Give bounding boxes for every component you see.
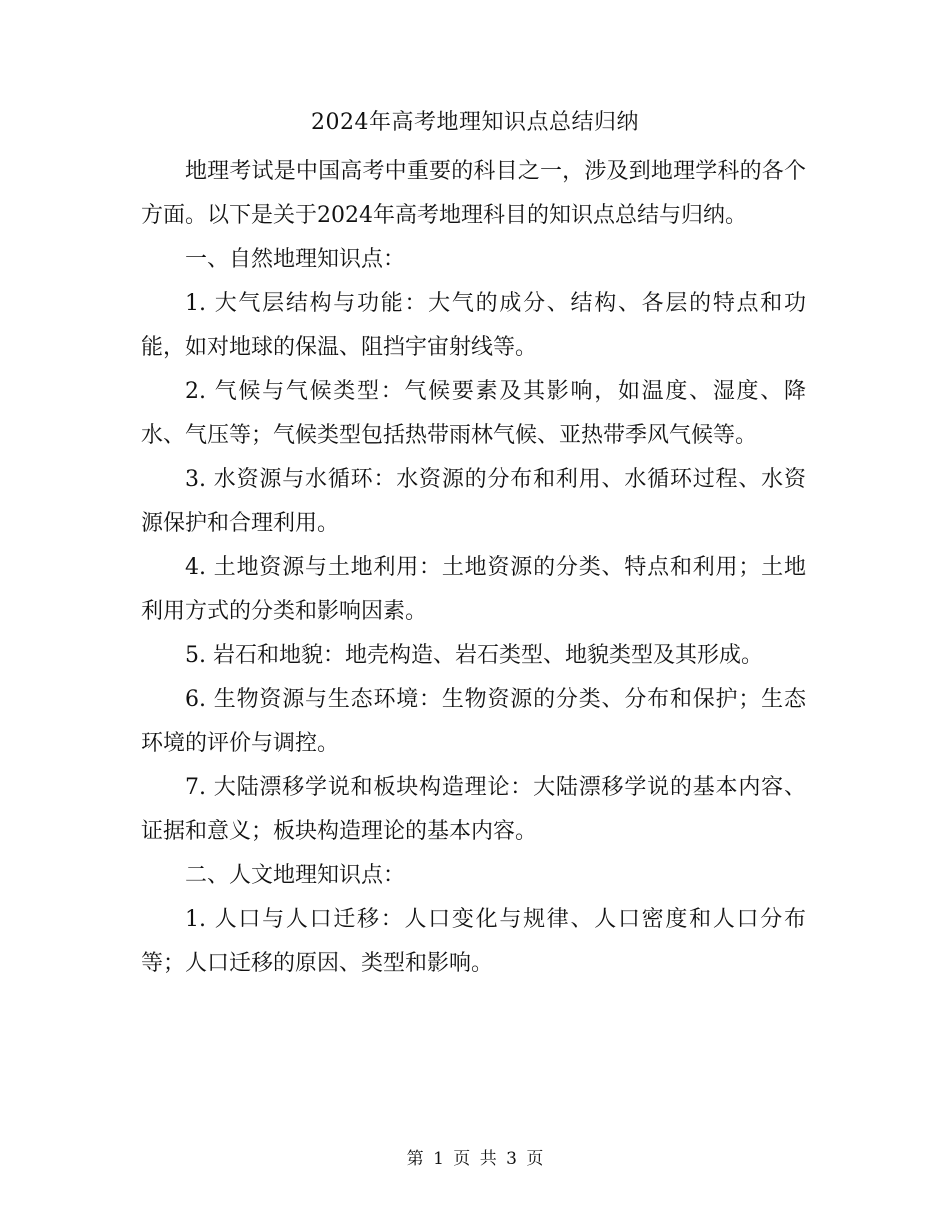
- list-item-atmosphere: 1. 大气层结构与功能：大气的成分、结构、各层的特点和功能，如对地球的保温、阻挡宇宙射线等。: [141, 291, 806, 360]
- list-item-land: 4. 土地资源与土地利用：土地资源的分类、特点和利用；土地利用方式的分类和影响因素。: [141, 555, 806, 624]
- intro-paragraph: 地理考试是中国高考中重要的科目之一，涉及到地理学科的各个方面。以下是关于2024年高考地理科目的知识点总结与归纳。: [141, 159, 806, 228]
- list-item-climate: 2. 气候与气候类型：气候要素及其影响，如温度、湿度、降水、气压等；气候类型包括热带雨林气候、亚热带季风气候等。: [141, 379, 806, 448]
- list-item-population: 1. 人口与人口迁移：人口变化与规律、人口密度和人口分布等；人口迁移的原因、类型和影响。: [141, 907, 806, 976]
- list-item-biology: 6. 生物资源与生态环境：生物资源的分类、分布和保护；生态环境的评价与调控。: [141, 687, 806, 756]
- list-item-water: 3. 水资源与水循环：水资源的分布和利用、水循环过程、水资源保护和合理利用。: [141, 467, 806, 536]
- section-heading-physical: 一、自然地理知识点：: [185, 247, 406, 272]
- list-item-plates: 7. 大陆漂移学说和板块构造理论：大陆漂移学说的基本内容、证据和意义；板块构造理论的基本内容。: [141, 775, 806, 844]
- document-body: [141, 150, 806, 986]
- page-title: 2024年高考地理知识点总结归纳: [311, 110, 639, 135]
- section-heading-human: 二、人文地理知识点：: [185, 863, 406, 888]
- page-number-footer: 第 1 页 共 3 页: [406, 1149, 544, 1169]
- list-item-rocks: 5. 岩石和地貌：地壳构造、岩石类型、地貌类型及其形成。: [185, 643, 763, 668]
